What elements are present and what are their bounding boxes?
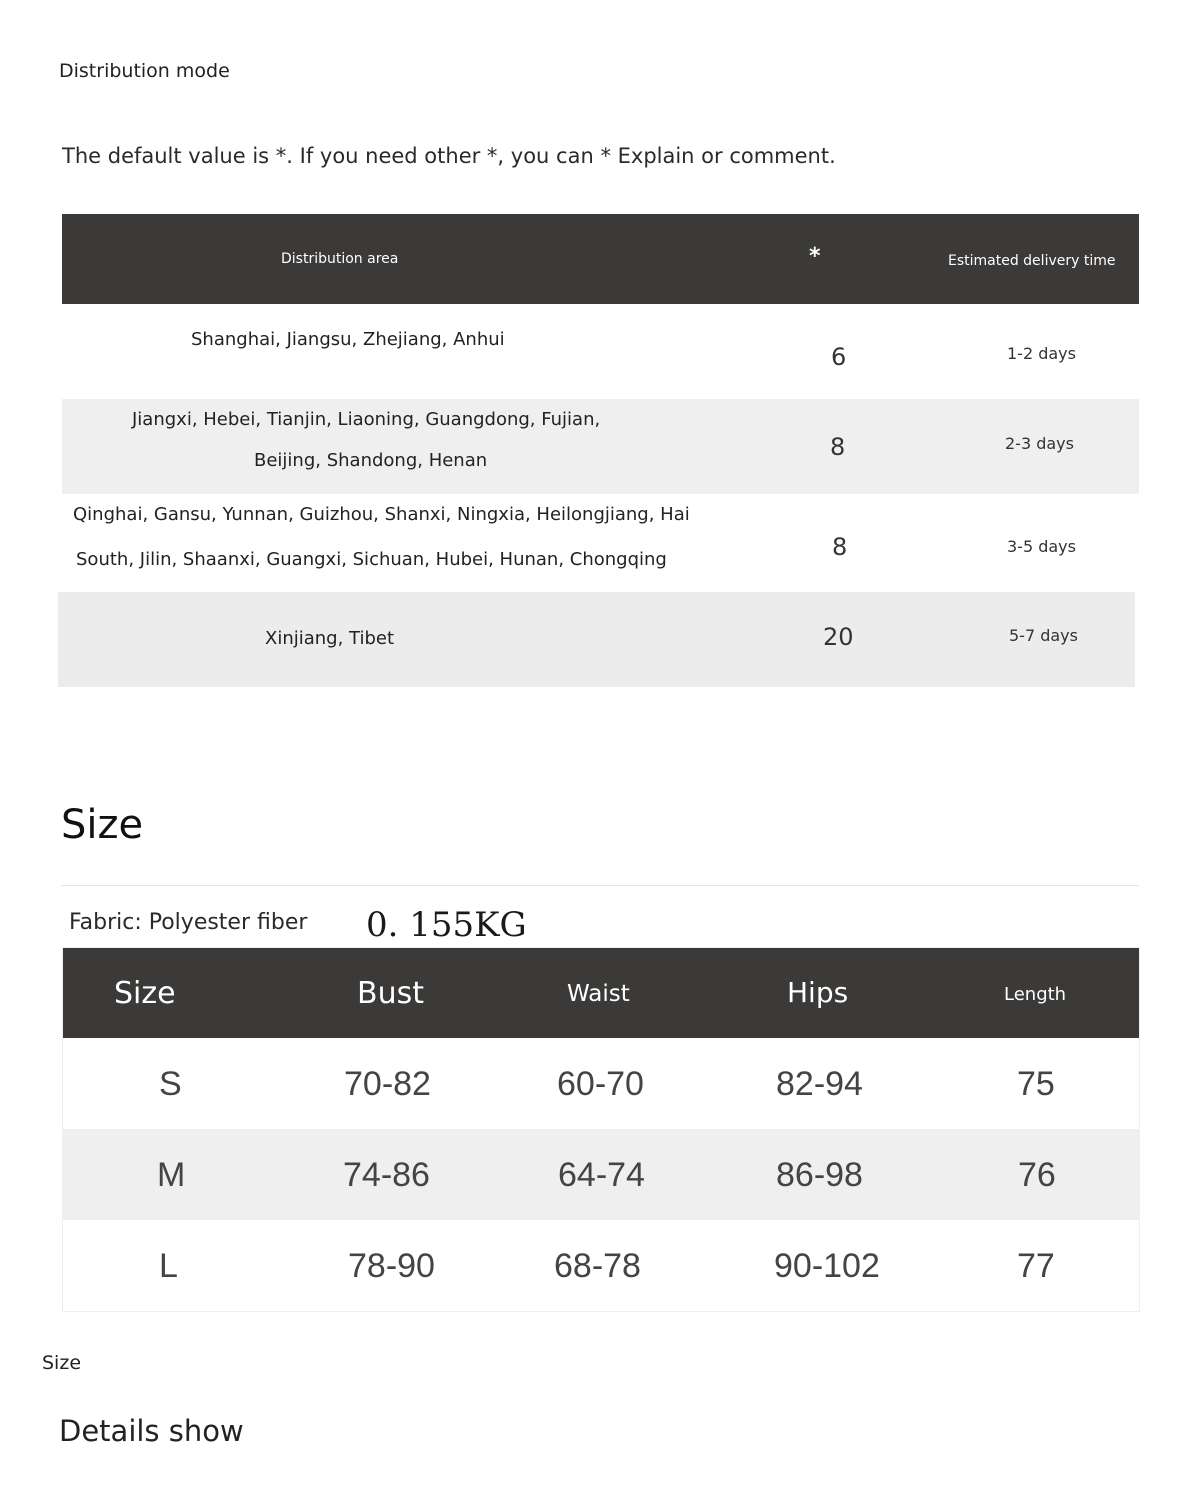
hips-cell: 90-102 [774, 1247, 880, 1285]
area-text: Beijing, Shandong, Henan [254, 450, 488, 471]
length-cell: 76 [1018, 1156, 1056, 1194]
area-text: Shanghai, Jiangsu, Zhejiang, Anhui [191, 329, 505, 350]
header-length: Length [1004, 984, 1067, 1005]
waist-cell: 68-78 [554, 1247, 641, 1285]
details-show-title: Details show [59, 1414, 244, 1448]
bust-cell: 78-90 [348, 1247, 435, 1285]
header-waist: Waist [567, 981, 630, 1007]
header-bust: Bust [357, 976, 424, 1011]
header-size: Size [114, 976, 176, 1011]
size-cell: M [157, 1156, 186, 1194]
header-distribution-area: Distribution area [281, 251, 399, 267]
length-cell: 77 [1017, 1247, 1055, 1285]
table-row [62, 304, 1139, 399]
size-table-header [63, 948, 1139, 1038]
size-cell: S [159, 1065, 182, 1103]
table-row [62, 494, 1139, 592]
fabric-label: Fabric: Polyester fiber [69, 910, 308, 935]
header-hips: Hips [787, 976, 849, 1009]
size-cell: L [159, 1247, 178, 1285]
default-value-note: The default value is *. If you need other *, you can * Explain or comment. [62, 144, 836, 168]
value-cell: 8 [832, 533, 848, 561]
value-cell: 20 [823, 623, 854, 651]
size-chart-table [62, 947, 1140, 1312]
delivery-time-cell: 2-3 days [1005, 434, 1074, 453]
header-asterisk: * [809, 244, 821, 269]
delivery-time-cell: 3-5 days [1007, 537, 1076, 556]
waist-cell: 60-70 [557, 1065, 644, 1103]
area-text: Jiangxi, Hebei, Tianjin, Liaoning, Guangdong, Fujian, [132, 409, 601, 430]
table-row [62, 399, 1139, 494]
area-text: Qinghai, Gansu, Yunnan, Guizhou, Shanxi, Ningxia, Heilongjiang, Hai [73, 504, 690, 525]
table-row [63, 1220, 1139, 1311]
distribution-mode-label: Distribution mode [59, 60, 230, 82]
bust-cell: 74-86 [343, 1156, 430, 1194]
area-text: South, Jilin, Shaanxi, Guangxi, Sichuan, Hubei, Hunan, Chongqing [76, 549, 667, 570]
size-section-title: Size [61, 802, 144, 848]
size-footer-label: Size [42, 1352, 82, 1374]
value-cell: 6 [831, 343, 847, 371]
hips-cell: 86-98 [776, 1156, 863, 1194]
waist-cell: 64-74 [558, 1156, 645, 1194]
length-cell: 75 [1017, 1065, 1055, 1103]
section-divider [61, 885, 1139, 886]
hips-cell: 82-94 [776, 1065, 863, 1103]
header-estimated-delivery-time: Estimated delivery time [948, 253, 1116, 269]
value-cell: 8 [830, 433, 846, 461]
distribution-table [62, 214, 1139, 687]
delivery-time-cell: 1-2 days [1007, 344, 1076, 363]
table-row [63, 1129, 1139, 1220]
distribution-table-header [62, 214, 1139, 304]
bust-cell: 70-82 [344, 1065, 431, 1103]
area-text: Xinjiang, Tibet [265, 628, 395, 649]
delivery-time-cell: 5-7 days [1009, 626, 1078, 645]
table-row [63, 1038, 1139, 1129]
table-row [58, 592, 1135, 687]
weight-label: 0. 155KG [366, 905, 527, 945]
